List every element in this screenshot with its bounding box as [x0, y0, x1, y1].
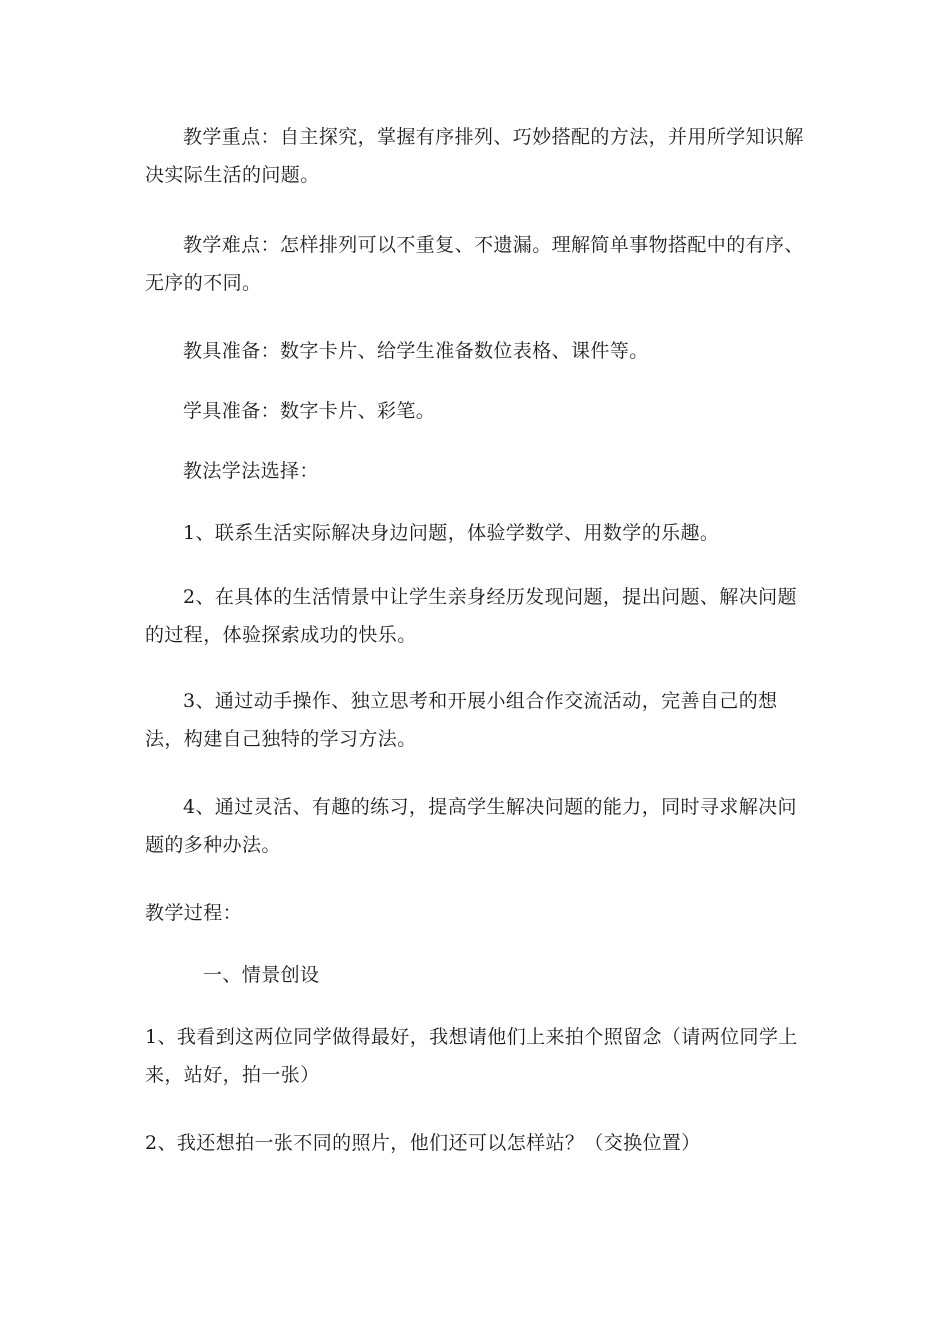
- paragraph-step-1: 1、我看到这两位同学做得最好，我想请他们上来拍个照留念（请两位同学上来，站好，拍一张）: [145, 1026, 798, 1086]
- paragraph-step-2: 2、我还想拍一张不同的照片，他们还可以怎样站？（交换位置）: [145, 1132, 701, 1154]
- paragraph-method-3: 3、通过动手操作、独立思考和开展小组合作交流活动，完善自己的想法，构建自己独特的学习方法。: [145, 690, 778, 750]
- paragraph-difficulties: 教学难点：怎样排列可以不重复、不遗漏。理解简单事物搭配中的有序、无序的不同。: [145, 234, 804, 294]
- paragraph-method-1: 1、联系生活实际解决身边问题，体验学数学、用数学的乐趣。: [183, 522, 720, 544]
- paragraph-teaching-aids: 教具准备：数字卡片、给学生准备数位表格、课件等。: [183, 340, 649, 362]
- paragraph-section-1: 一、情景创设: [203, 964, 320, 986]
- paragraph-method-4: 4、通过灵活、有趣的练习，提高学生解决问题的能力，同时寻求解决问题的多种办法。: [145, 796, 797, 856]
- paragraph-method-2: 2、在具体的生活情景中让学生亲身经历发现问题，提出问题、解决问题的过程，体验探索成功的快乐。: [145, 586, 797, 646]
- paragraph-method-title: 教法学法选择：: [183, 460, 319, 482]
- paragraph-key-points: 教学重点：自主探究，掌握有序排列、巧妙搭配的方法，并用所学知识解决实际生活的问题。: [145, 126, 804, 186]
- paragraph-process-title: 教学过程：: [145, 902, 243, 924]
- paragraph-student-aids: 学具准备：数字卡片、彩笔。: [183, 400, 436, 422]
